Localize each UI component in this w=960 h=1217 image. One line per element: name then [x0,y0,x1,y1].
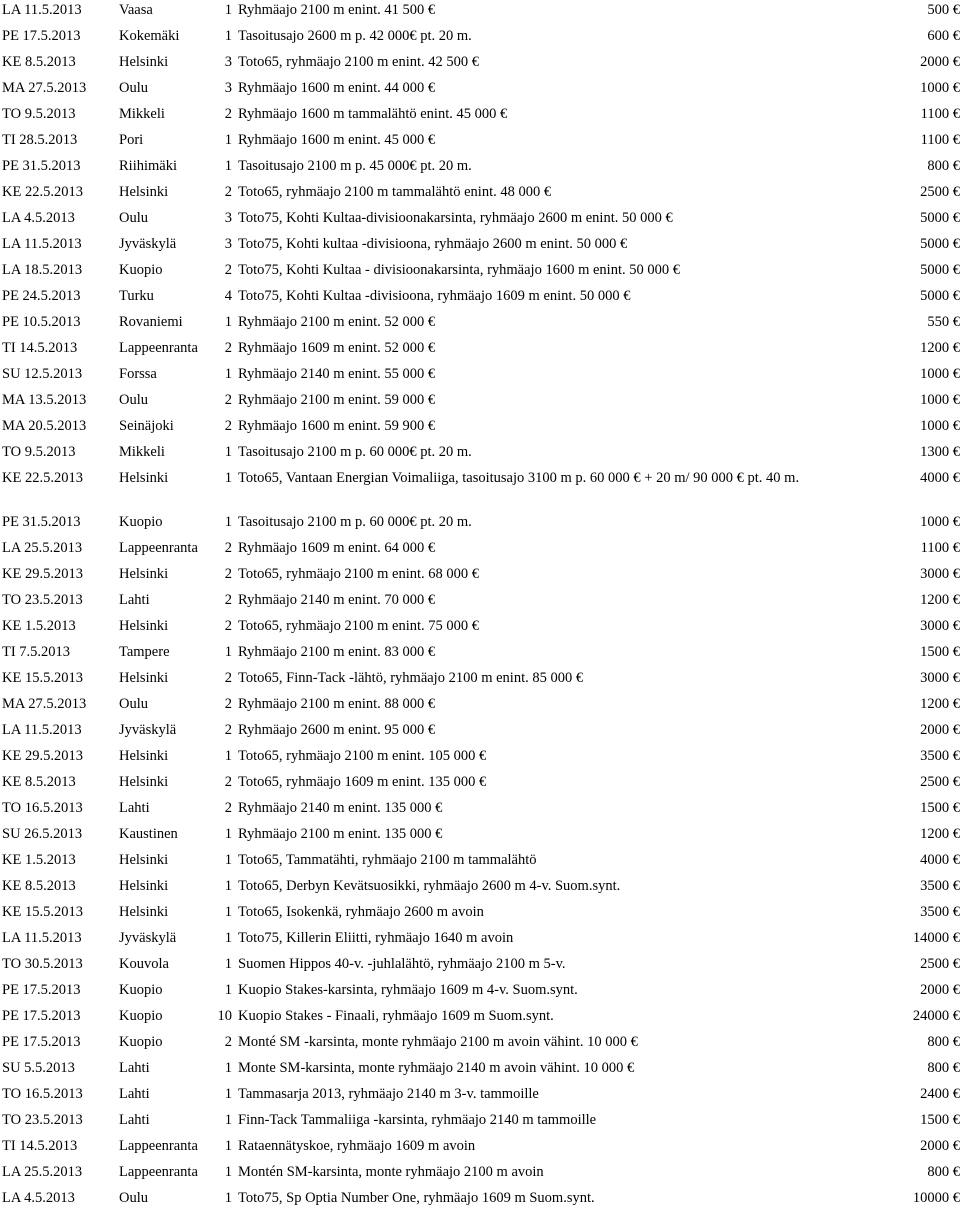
race-description: Toto65, ryhmäajo 1609 m enint. 135 000 € [238,774,487,790]
race-date: KE 22.5.2013 [2,184,83,200]
table-row [0,390,960,416]
race-date: PE 31.5.2013 [2,158,81,174]
table-row [0,416,960,442]
race-date: PE 17.5.2013 [2,28,81,44]
race-prize: 1500 € [920,800,960,816]
race-prize: 3000 € [920,670,960,686]
race-count: 2 [224,106,232,122]
table-row [0,538,960,564]
race-date: MA 27.5.2013 [2,80,87,96]
race-description: Toto75, Kohti Kultaa -divisioona, ryhmäajo 1609 m enint. 50 000 € [238,288,631,304]
race-prize: 4000 € [920,470,960,486]
table-row [0,1032,960,1058]
race-count: 2 [224,340,232,356]
table-row [0,1188,960,1214]
race-description: Ryhmäajo 2140 m enint. 135 000 € [238,800,443,816]
race-description: Ryhmäajo 1600 m enint. 44 000 € [238,80,436,96]
race-location: Helsinki [119,470,169,486]
race-count: 2 [224,566,232,582]
race-date: TO 16.5.2013 [2,800,83,816]
race-date: KE 22.5.2013 [2,470,83,486]
race-location: Helsinki [119,904,169,920]
race-count: 1 [224,366,232,382]
race-count: 1 [224,852,232,868]
race-prize: 1100 € [920,106,960,122]
race-prize: 1100 € [920,132,960,148]
race-prize: 3000 € [920,618,960,634]
race-location: Jyväskylä [119,236,177,252]
race-count: 2 [224,592,232,608]
race-prize: 1200 € [920,696,960,712]
race-description: Toto65, Isokenkä, ryhmäajo 2600 m avoin [238,904,484,920]
race-prize: 800 € [927,1060,960,1076]
race-description: Toto75, Kohti Kultaa - divisioonakarsinta, ryhmäajo 1600 m enint. 50 000 € [238,262,680,278]
race-location: Lahti [119,1086,150,1102]
race-location: Helsinki [119,566,169,582]
race-location: Helsinki [119,774,169,790]
race-description: Toto65, ryhmäajo 2100 m enint. 68 000 € [238,566,480,582]
race-location: Kokemäki [119,28,180,44]
race-description: Toto75, Kohti Kultaa-divisioonakarsinta, ryhmäajo 2600 m enint. 50 000 € [238,210,673,226]
race-location: Kaustinen [119,826,178,842]
race-prize: 2000 € [920,54,960,70]
race-date: TO 23.5.2013 [2,592,83,608]
race-description: Tammasarja 2013, ryhmäajo 2140 m 3-v. tammoille [238,1086,539,1102]
race-location: Lappeenranta [119,1164,198,1180]
race-location: Lahti [119,1060,150,1076]
race-prize: 1200 € [920,592,960,608]
table-row [0,746,960,772]
race-count: 1 [224,930,232,946]
race-prize: 1000 € [920,392,960,408]
race-description: Suomen Hippos 40-v. -juhlalähtö, ryhmäajo 2100 m 5-v. [238,956,566,972]
race-location: Lahti [119,592,150,608]
race-location: Tampere [119,644,170,660]
race-description: Ryhmäajo 2100 m enint. 59 000 € [238,392,436,408]
table-row [0,824,960,850]
race-description: Ryhmäajo 2140 m enint. 55 000 € [238,366,436,382]
race-description: Ryhmäajo 1600 m enint. 59 900 € [238,418,436,434]
race-count: 2 [224,696,232,712]
race-count: 10 [217,1008,232,1024]
race-location: Kuopio [119,982,163,998]
race-count: 1 [224,470,232,486]
table-row [0,130,960,156]
table-row [0,104,960,130]
race-location: Jyväskylä [119,930,177,946]
race-count: 1 [224,826,232,842]
race-description: Ryhmäajo 1600 m tammalähtö enint. 45 000 € [238,106,508,122]
race-date: TO 9.5.2013 [2,444,76,460]
race-location: Kuopio [119,1034,163,1050]
race-location: Lahti [119,1112,150,1128]
race-location: Rovaniemi [119,314,183,330]
race-description: Tasoitusajo 2100 m p. 45 000€ pt. 20 m. [238,158,472,174]
race-date: LA 11.5.2013 [2,2,82,18]
race-description: Tasoitusajo 2100 m p. 60 000€ pt. 20 m. [238,444,472,460]
race-date: LA 11.5.2013 [2,930,82,946]
race-prize: 800 € [927,158,960,174]
table-row [0,1162,960,1188]
race-location: Lappeenranta [119,540,198,556]
table-row [0,1058,960,1084]
table-row [0,720,960,746]
race-date: SU 12.5.2013 [2,366,83,382]
race-count: 1 [224,1112,232,1128]
race-date: MA 13.5.2013 [2,392,87,408]
race-date: SU 5.5.2013 [2,1060,75,1076]
race-date: TO 16.5.2013 [2,1086,83,1102]
race-prize: 4000 € [920,852,960,868]
race-location: Pori [119,132,144,148]
race-description: Toto75, Kohti kultaa -divisioona, ryhmäajo 2600 m enint. 50 000 € [238,236,628,252]
race-location: Kuopio [119,1008,163,1024]
race-location: Helsinki [119,878,169,894]
table-row [0,954,960,980]
race-date: TI 14.5.2013 [2,1138,78,1154]
race-date: LA 11.5.2013 [2,236,82,252]
race-prize: 2500 € [920,184,960,200]
race-count: 3 [224,80,232,96]
race-prize: 10000 € [912,1190,960,1206]
race-prize: 1000 € [920,366,960,382]
table-row [0,668,960,694]
race-description: Toto75, Killerin Eliitti, ryhmäajo 1640 m avoin [238,930,514,946]
table-row [0,590,960,616]
race-count: 1 [224,644,232,660]
race-prize: 1100 € [920,540,960,556]
race-description: Monté SM -karsinta, monte ryhmäajo 2100 m avoin vähint. 10 000 € [238,1034,638,1050]
race-description: Kuopio Stakes - Finaali, ryhmäajo 1609 m Suom.synt. [238,1008,554,1024]
race-location: Oulu [119,392,148,408]
race-count: 4 [224,288,232,304]
race-prize: 2400 € [920,1086,960,1102]
race-description: Toto65, ryhmäajo 2100 m tammalähtö enint. 48 000 € [238,184,552,200]
race-date: LA 4.5.2013 [2,210,75,226]
race-description: Toto65, ryhmäajo 2100 m enint. 105 000 € [238,748,487,764]
race-count: 1 [224,444,232,460]
race-description: Ryhmäajo 1609 m enint. 52 000 € [238,340,436,356]
table-row [0,0,960,26]
race-location: Helsinki [119,618,169,634]
race-count: 2 [224,800,232,816]
table-row [0,78,960,104]
table-row [0,694,960,720]
race-date: LA 11.5.2013 [2,722,82,738]
race-date: PE 24.5.2013 [2,288,81,304]
table-row [0,902,960,928]
table-row [0,1084,960,1110]
race-prize: 1000 € [920,80,960,96]
race-location: Seinäjoki [119,418,174,434]
race-location: Kuopio [119,514,163,530]
race-prize: 1500 € [920,644,960,660]
table-row [0,772,960,798]
race-location: Lappeenranta [119,1138,198,1154]
race-count: 3 [224,210,232,226]
race-date: KE 29.5.2013 [2,748,83,764]
race-location: Mikkeli [119,444,165,460]
race-description: Toto65, Finn-Tack -lähtö, ryhmäajo 2100 m enint. 85 000 € [238,670,584,686]
race-prize: 2500 € [920,774,960,790]
race-date: PE 17.5.2013 [2,1034,81,1050]
race-description: Ryhmäajo 1609 m enint. 64 000 € [238,540,436,556]
race-count: 1 [224,314,232,330]
race-description: Tasoitusajo 2100 m p. 60 000€ pt. 20 m. [238,514,472,530]
race-prize: 3500 € [920,878,960,894]
race-count: 1 [224,514,232,530]
race-prize: 2000 € [920,982,960,998]
race-date: LA 25.5.2013 [2,1164,83,1180]
race-description: Ryhmäajo 2140 m enint. 70 000 € [238,592,436,608]
race-description: Ryhmäajo 2100 m enint. 52 000 € [238,314,436,330]
race-date: KE 8.5.2013 [2,54,76,70]
race-prize: 24000 € [912,1008,960,1024]
table-row [0,512,960,538]
race-description: Toto65, ryhmäajo 2100 m enint. 42 500 € [238,54,480,70]
race-date: TO 30.5.2013 [2,956,83,972]
race-location: Kuopio [119,262,163,278]
race-date: LA 25.5.2013 [2,540,83,556]
race-location: Oulu [119,210,148,226]
race-count: 1 [224,28,232,44]
race-count: 2 [224,184,232,200]
race-prize: 5000 € [920,236,960,252]
race-date: KE 1.5.2013 [2,618,76,634]
race-location: Oulu [119,696,148,712]
race-prize: 2000 € [920,1138,960,1154]
race-prize: 3500 € [920,904,960,920]
race-prize: 5000 € [920,210,960,226]
race-date: KE 15.5.2013 [2,670,83,686]
race-count: 2 [224,392,232,408]
table-row [0,260,960,286]
table-row [0,642,960,668]
race-count: 2 [224,618,232,634]
race-count: 1 [224,1138,232,1154]
race-description: Ryhmäajo 2600 m enint. 95 000 € [238,722,436,738]
race-description: Toto65, Vantaan Energian Voimaliiga, tasoitusajo 3100 m p. 60 000 € + 20 m/ 90 000 € pt. 40 m. [238,470,800,486]
race-prize: 3500 € [920,748,960,764]
race-location: Mikkeli [119,106,165,122]
race-location: Oulu [119,1190,148,1206]
race-count: 2 [224,540,232,556]
race-date: TI 28.5.2013 [2,132,78,148]
table-row [0,364,960,390]
race-prize: 5000 € [920,262,960,278]
table-row [0,26,960,52]
race-description: Kuopio Stakes-karsinta, ryhmäajo 1609 m 4-v. Suom.synt. [238,982,578,998]
race-date: KE 1.5.2013 [2,852,76,868]
race-description: Monte SM-karsinta, monte ryhmäajo 2140 m avoin vähint. 10 000 € [238,1060,635,1076]
race-description: Toto65, Tammatähti, ryhmäajo 2100 m tammalähtö [238,852,537,868]
race-count: 1 [224,132,232,148]
race-count: 1 [224,1190,232,1206]
race-count: 1 [224,2,232,18]
race-description: Finn-Tack Tammaliiga -karsinta, ryhmäajo 2140 m tammoille [238,1112,597,1128]
race-location: Helsinki [119,670,169,686]
race-description: Ryhmäajo 2100 m enint. 41 500 € [238,2,436,18]
race-description: Ryhmäajo 2100 m enint. 88 000 € [238,696,436,712]
race-prize: 5000 € [920,288,960,304]
table-row [0,798,960,824]
race-description: Rataennätyskoe, ryhmäajo 1609 m avoin [238,1138,476,1154]
race-count: 2 [224,722,232,738]
race-count: 1 [224,878,232,894]
race-date: KE 29.5.2013 [2,566,83,582]
race-description: Ryhmäajo 2100 m enint. 83 000 € [238,644,436,660]
race-prize: 500 € [927,2,960,18]
race-count: 1 [224,1086,232,1102]
race-date: SU 26.5.2013 [2,826,83,842]
table-row [0,208,960,234]
race-prize: 800 € [927,1034,960,1050]
race-location: Helsinki [119,748,169,764]
race-count: 1 [224,956,232,972]
race-count: 1 [224,1060,232,1076]
race-description: Tasoitusajo 2600 m p. 42 000€ pt. 20 m. [238,28,472,44]
race-description: Toto75, Sp Optia Number One, ryhmäajo 1609 m Suom.synt. [238,1190,595,1206]
table-row [0,1136,960,1162]
race-date: MA 27.5.2013 [2,696,87,712]
table-row [0,928,960,954]
race-prize: 14000 € [912,930,960,946]
race-count: 2 [224,418,232,434]
race-date: TI 7.5.2013 [2,644,71,660]
table-row [0,468,960,512]
race-date: LA 18.5.2013 [2,262,83,278]
race-count: 1 [224,982,232,998]
race-prize: 800 € [927,1164,960,1180]
table-row [0,616,960,642]
table-row [0,1110,960,1136]
race-description: Toto65, Derbyn Kevätsuosikki, ryhmäajo 2600 m 4-v. Suom.synt. [238,878,621,894]
race-description: Ryhmäajo 1600 m enint. 45 000 € [238,132,436,148]
race-prize: 2000 € [920,722,960,738]
race-prize: 1300 € [920,444,960,460]
race-location: Forssa [119,366,157,382]
race-date: PE 17.5.2013 [2,1008,81,1024]
race-location: Helsinki [119,852,169,868]
race-location: Lappeenranta [119,340,198,356]
race-location: Kouvola [119,956,169,972]
race-prize: 1000 € [920,418,960,434]
table-row [0,338,960,364]
race-count: 2 [224,1034,232,1050]
race-description: Ryhmäajo 2100 m enint. 135 000 € [238,826,443,842]
race-location: Helsinki [119,184,169,200]
race-prize: 1000 € [920,514,960,530]
race-description: Toto65, ryhmäajo 2100 m enint. 75 000 € [238,618,480,634]
race-prize: 3000 € [920,566,960,582]
race-description: Montén SM-karsinta, monte ryhmäajo 2100 m avoin [238,1164,544,1180]
race-count: 3 [224,236,232,252]
table-row [0,182,960,208]
race-count: 2 [224,262,232,278]
race-date: TO 9.5.2013 [2,106,76,122]
race-date: LA 4.5.2013 [2,1190,75,1206]
race-date: KE 15.5.2013 [2,904,83,920]
race-prize: 1500 € [920,1112,960,1128]
table-row [0,442,960,468]
race-count: 3 [224,54,232,70]
race-count: 1 [224,1164,232,1180]
race-location: Riihimäki [119,158,177,174]
race-count: 2 [224,774,232,790]
race-count: 1 [224,904,232,920]
race-date: TI 14.5.2013 [2,340,78,356]
table-row [0,564,960,590]
race-date: KE 8.5.2013 [2,878,76,894]
race-count: 1 [224,158,232,174]
race-location: Vaasa [119,2,153,18]
race-prize: 1200 € [920,340,960,356]
race-location: Jyväskylä [119,722,177,738]
table-row [0,156,960,182]
race-location: Helsinki [119,54,169,70]
race-count: 1 [224,748,232,764]
table-row [0,980,960,1006]
race-location: Lahti [119,800,150,816]
race-date: MA 20.5.2013 [2,418,87,434]
race-location: Turku [119,288,154,304]
race-prize: 1200 € [920,826,960,842]
table-row [0,850,960,876]
race-prize: 600 € [927,28,960,44]
race-date: PE 31.5.2013 [2,514,81,530]
table-row [0,312,960,338]
race-count: 2 [224,670,232,686]
race-prize: 550 € [927,314,960,330]
race-date: TO 23.5.2013 [2,1112,83,1128]
race-date: PE 17.5.2013 [2,982,81,998]
table-row [0,234,960,260]
race-prize: 2500 € [920,956,960,972]
table-row [0,52,960,78]
table-row [0,286,960,312]
race-date: PE 10.5.2013 [2,314,81,330]
table-row [0,1006,960,1032]
race-date: KE 8.5.2013 [2,774,76,790]
table-row [0,876,960,902]
race-location: Oulu [119,80,148,96]
